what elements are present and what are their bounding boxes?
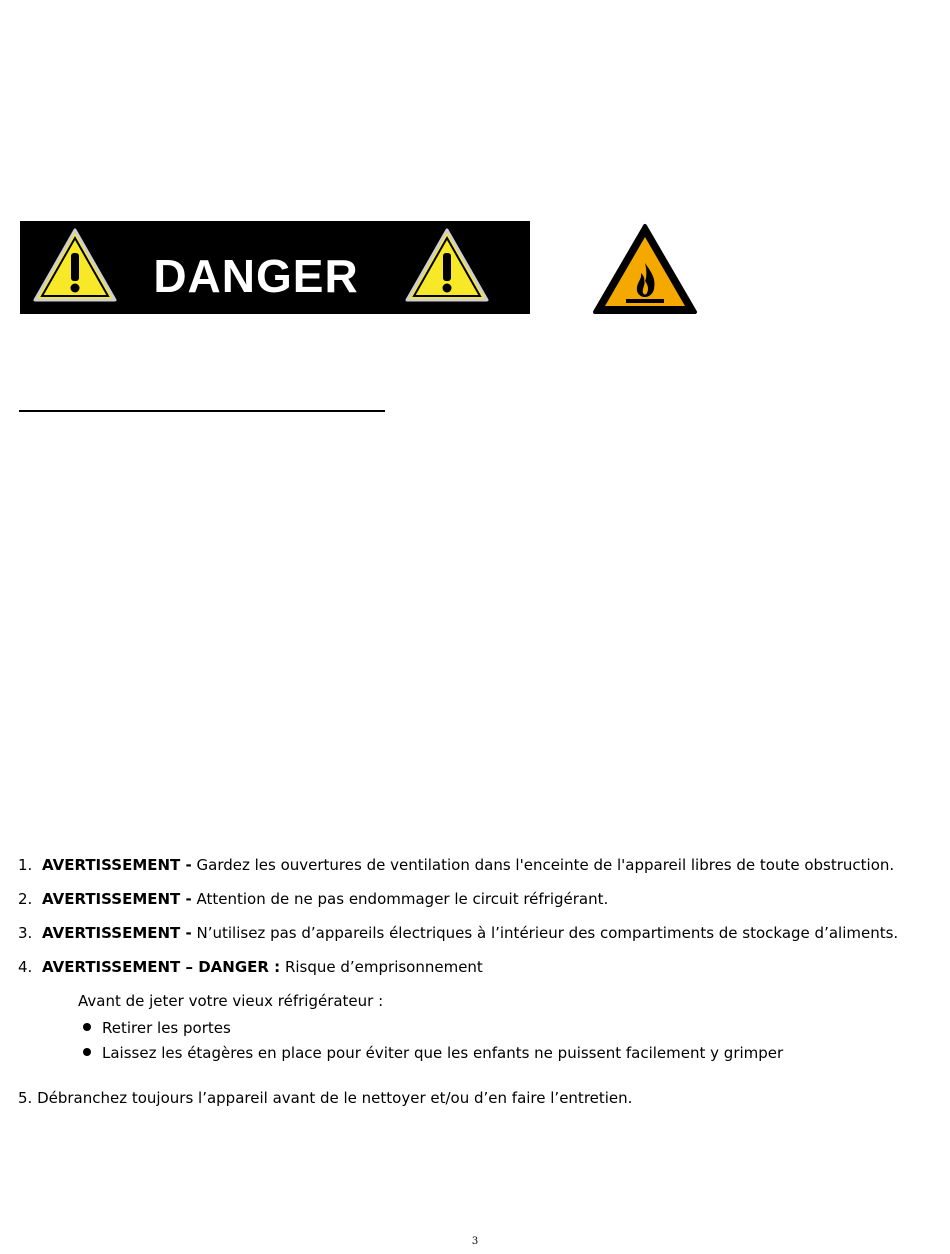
disposal-bullet: Laissez les étagères en place pour éviter que les enfants ne puissent facilement y grimper	[102, 1044, 784, 1062]
warning-label: AVERTISSEMENT – DANGER :	[42, 958, 281, 976]
danger-banner	[20, 221, 530, 314]
warning-label: AVERTISSEMENT -	[42, 890, 192, 908]
section-divider	[19, 410, 385, 412]
bullet-dot-icon	[83, 1048, 91, 1056]
warning-item: 1. AVERTISSEMENT - Gardez les ouvertures de ventilation dans l'enceinte de l'appareil libres de toute obstruction.	[18, 856, 895, 874]
warning-text: Risque d’emprisonnement	[280, 958, 483, 976]
final-note: 5. Débranchez toujours l’appareil avant de le nettoyer et/ou d’en faire l’entretien.	[18, 1089, 633, 1107]
page-number: 3	[471, 1236, 479, 1247]
warning-text: Gardez les ouvertures de ventilation dans l'enceinte de l'appareil libres de toute obstruction.	[191, 856, 895, 874]
warning-exclamation-icon	[32, 227, 118, 303]
warning-label: AVERTISSEMENT -	[42, 856, 192, 874]
warning-exclamation-icon	[404, 227, 490, 303]
danger-label: DANGER	[153, 250, 359, 302]
disposal-bullet: Retirer les portes	[102, 1019, 231, 1037]
bullet-dot-icon	[83, 1023, 91, 1031]
warning-label: AVERTISSEMENT -	[42, 924, 192, 942]
warning-text: N’utilisez pas d’appareils électriques à l’intérieur des compartiments de stockage d’aliments.	[191, 924, 899, 942]
warning-item: 3. AVERTISSEMENT - N’utilisez pas d’appareils électriques à l’intérieur des compartiments de stockage d’aliments.	[18, 924, 899, 942]
warning-item: 2. AVERTISSEMENT - Attention de ne pas endommager le circuit réfrigérant.	[18, 890, 609, 908]
warning-item: 4. AVERTISSEMENT – DANGER : Risque d’emprisonnement	[18, 958, 483, 976]
flammable-icon	[592, 223, 698, 316]
disposal-intro: Avant de jeter votre vieux réfrigérateur :	[78, 992, 384, 1010]
warning-text: Attention de ne pas endommager le circuit réfrigérant.	[191, 890, 609, 908]
